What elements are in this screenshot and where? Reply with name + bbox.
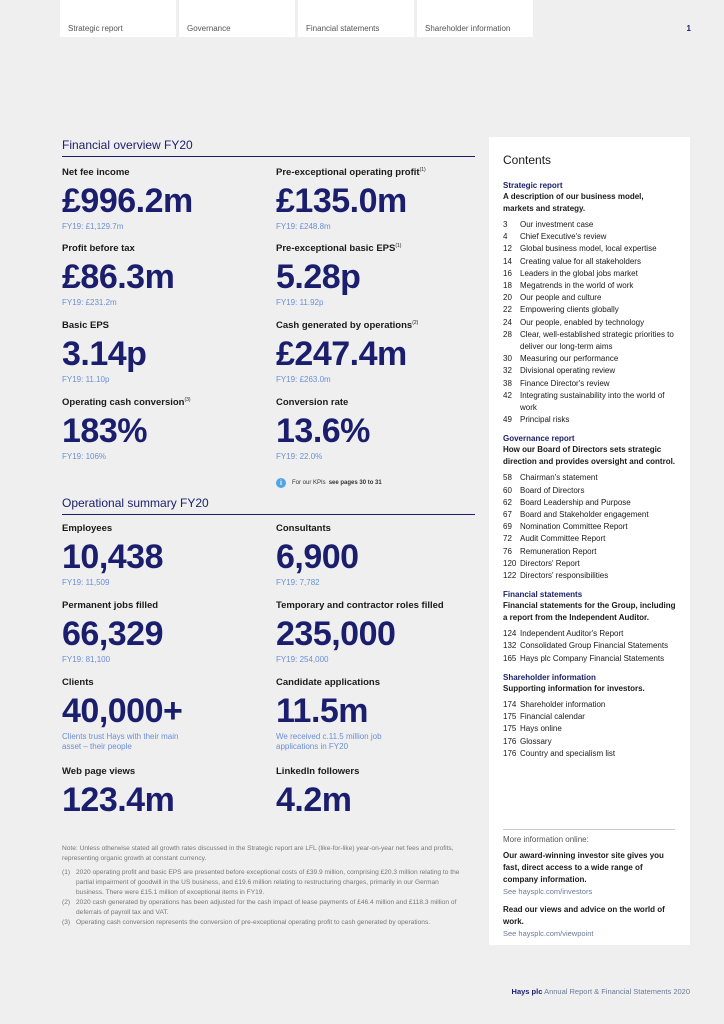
more-information-text: Our award-winning investor site gives you fast, direct access to a wide range of company information. <box>503 851 664 884</box>
kpi-value: £86.3m <box>62 258 175 297</box>
kpi-label: Employees <box>62 523 113 534</box>
kpi-label: Clients <box>62 677 94 688</box>
kpi-label: Candidate applications <box>276 677 380 688</box>
kpi-label: LinkedIn followers <box>276 766 360 777</box>
more-information <box>503 829 675 946</box>
financial-overview-title: Financial overview FY20 <box>62 138 475 157</box>
contents-item[interactable]: 32 Divisional operating review <box>503 366 616 376</box>
contents-item[interactable]: 175 Hays online <box>503 724 562 734</box>
kpi-employees <box>62 523 262 588</box>
contents-item[interactable]: 120 Directors' Report <box>503 558 580 568</box>
kpi-label: Basic EPS <box>62 320 109 332</box>
contents-item[interactable]: 12 Global business model, local expertise <box>503 244 657 254</box>
contents-item[interactable]: 165 Hays plc Company Financial Statements <box>503 653 665 663</box>
tab-strategic-report[interactable]: Strategic report <box>60 0 176 37</box>
kpi-previous: FY19: 22.0% <box>276 452 323 462</box>
contents-title: Contents <box>503 153 552 167</box>
operational-summary-title: Operational summary FY20 <box>62 496 475 515</box>
info-icon: i <box>276 478 286 488</box>
kpi-label: Permanent jobs filled <box>62 600 159 611</box>
contents-item[interactable]: 72 Audit Committee Report <box>503 534 606 544</box>
contents-item[interactable]: 22 Empowering clients globally <box>503 305 619 315</box>
contents-item[interactable]: 174 Shareholder information <box>503 699 606 709</box>
contents-section-governance-report <box>503 434 676 582</box>
contents-item[interactable]: 176 Country and specialism list <box>503 748 616 758</box>
kpi-label: Web page views <box>62 766 136 777</box>
more-information-heading: More information online: <box>503 835 589 844</box>
contents-item[interactable]: 24 Our people, enabled by technology <box>503 317 645 327</box>
kpi-note-text: For our KPIs <box>292 480 326 486</box>
kpi-pre-exceptional-operating-profit <box>276 167 476 232</box>
kpi-previous: FY19: 11.10p <box>62 375 110 385</box>
kpi-previous: FY19: £248.8m <box>276 222 331 232</box>
contents-panel <box>489 137 690 945</box>
kpi-value: 11.5m <box>276 692 369 730</box>
kpi-label: Temporary and contractor roles filled <box>276 600 444 611</box>
kpi-previous: FY19: £231.2m <box>62 298 117 308</box>
investors-link[interactable]: See haysplc.com/investors <box>503 887 593 896</box>
page-number: 1 <box>686 24 691 33</box>
kpi-permanent-jobs-filled <box>62 600 262 665</box>
contents-section-heading: Shareholder information <box>503 672 596 682</box>
kpi-label: Pre-exceptional basic EPS$^{(1)}$ <box>276 243 402 255</box>
contents-section-description: Financial statements for the Group, including a report from the Independent Auditor. <box>503 601 676 623</box>
contents-item[interactable]: 62 Board Leadership and Purpose <box>503 497 631 507</box>
contents-item[interactable]: 16 Leaders in the global jobs market <box>503 268 638 278</box>
contents-section-description: How our Board of Directors sets strategic direction and provides oversight and control. <box>503 445 676 467</box>
viewpoint-link[interactable]: See haysplc.com/viewpoint <box>503 929 594 938</box>
kpi-previous: FY19: 106% <box>62 452 107 462</box>
kpi-operating-cash-conversion <box>62 397 262 462</box>
kpi-reference-note <box>276 478 382 488</box>
contents-item[interactable]: 28 Clear, well-established strategic priorities to deliver our long-term aims <box>503 329 674 352</box>
kpi-value: £996.2m <box>62 182 193 221</box>
contents-item[interactable]: 42 Integrating sustainability into the world of work <box>503 390 665 413</box>
contents-item[interactable]: 30 Measuring our performance <box>503 354 619 364</box>
tab-financial-statements[interactable]: Financial statements <box>298 0 414 37</box>
kpi-value: £247.4m <box>276 335 407 374</box>
contents-item[interactable]: 132 Consolidated Group Financial Statements <box>503 641 669 651</box>
kpi-label: Consultants <box>276 523 331 534</box>
kpi-conversion-rate <box>276 397 476 462</box>
kpi-temporary-contractor-roles <box>276 600 476 665</box>
kpi-value: 235,000 <box>276 615 396 653</box>
contents-item[interactable]: 18 Megatrends in the world of work <box>503 281 634 291</box>
kpi-candidate-applications <box>276 677 476 752</box>
contents-section-heading: Governance report <box>503 434 575 444</box>
contents-item[interactable]: 3 Our investment case <box>503 220 594 229</box>
kpi-value: £135.0m <box>276 182 407 221</box>
kpi-previous: FY19: 7,782 <box>276 578 320 587</box>
contents-item[interactable]: 124 Independent Auditor's Report <box>503 629 624 639</box>
contents-item[interactable]: 4 Chief Executive's review <box>503 232 607 242</box>
contents-section-financial-statements <box>503 590 676 665</box>
kpi-value: 13.6% <box>276 412 370 451</box>
kpi-value: 3.14p <box>62 335 147 374</box>
kpi-previous: FY19: 254,000 <box>276 655 329 664</box>
contents-item[interactable]: 49 Principal risks <box>503 415 570 425</box>
kpi-label: Cash generated by operations$^{(2)}$ <box>276 320 419 332</box>
kpi-value: 4.2m <box>276 781 352 819</box>
kpi-previous: FY19: £263.0m <box>276 375 331 385</box>
contents-item[interactable]: 69 Nomination Committee Report <box>503 522 628 532</box>
contents-item[interactable]: 176 Glossary <box>503 736 552 746</box>
footnote: (3) Operating cash conversion represents the conversion of pre-exceptional operating profit to cash generated by operations. <box>62 919 431 926</box>
kpi-value: 123.4m <box>62 781 175 819</box>
kpi-basic-eps <box>62 320 262 385</box>
kpi-previous: FY19: 81,100 <box>62 655 111 664</box>
kpi-previous: Clients trust Hays with their main asset – their people <box>62 732 179 751</box>
contents-section-heading: Strategic report <box>503 181 563 190</box>
contents-item[interactable]: 14 Creating value for all stakeholders <box>503 256 641 266</box>
kpi-pre-exceptional-basic-eps <box>276 243 476 308</box>
contents-section-shareholder-information <box>503 673 676 760</box>
footnote-intro: Note: Unless otherwise stated all growth rates discussed in the Strategic report are LFL (like-for-like) year-on-year net fees and profits, representing organic growth at constant currency. <box>62 845 454 862</box>
kpi-consultants <box>276 523 476 588</box>
footnote: (2) 2020 cash generated by operations has been adjusted for the cash impact of lease payments of £46.4 million and £118.3 million of deferrals of payroll tax and VAT. <box>62 899 457 916</box>
kpi-value: 183% <box>62 412 147 451</box>
kpi-label: Conversion rate <box>276 397 349 409</box>
tab-shareholder-information[interactable]: Shareholder information <box>417 0 533 37</box>
contents-section-strategic-report <box>503 181 676 426</box>
kpi-label: Net fee income <box>62 167 130 179</box>
kpi-net-fee-income <box>62 167 262 232</box>
contents-item[interactable]: 20 Our people and culture <box>503 293 602 303</box>
more-information-text: Read our views and advice on the world of work. <box>503 905 665 926</box>
contents-item[interactable]: 67 Board and Stakeholder engagement <box>503 510 649 520</box>
kpi-value: 40,000+ <box>62 692 183 730</box>
contents-item[interactable]: 175 Financial calendar <box>503 712 585 722</box>
page-footer <box>512 987 690 996</box>
kpi-previous: We received c.11.5 million job applications in FY20 <box>276 732 382 751</box>
kpi-label: Profit before tax <box>62 243 135 255</box>
contents-item[interactable]: 60 Board of Directors <box>503 485 585 495</box>
kpi-value: 5.28p <box>276 258 361 297</box>
contents-item[interactable]: 76 Remuneration Report <box>503 546 597 556</box>
kpi-clients <box>62 677 262 752</box>
contents-section-description: Supporting information for investors. <box>503 683 645 693</box>
kpi-previous: FY19: 11,509 <box>62 578 110 587</box>
contents-item[interactable]: 58 Chairman's statement <box>503 473 598 483</box>
kpi-previous: FY19: £1,129.7m <box>62 222 124 232</box>
footnotes <box>62 844 462 928</box>
kpi-value: 66,329 <box>62 615 163 653</box>
contents-item[interactable]: 38 Finance Director's review <box>503 378 610 388</box>
kpi-value: 6,900 <box>276 538 359 576</box>
contents-section-description: A description of our business model, markets and strategy. <box>503 192 644 213</box>
kpi-label: Operating cash conversion$^{(3)}$ <box>62 397 191 409</box>
kpi-cash-generated-by-operations <box>276 320 476 385</box>
contents-item[interactable]: 122 Directors' responsibilities <box>503 571 609 581</box>
kpi-label: Pre-exceptional operating profit$^{(1)}$ <box>276 167 426 179</box>
footer-text: Annual Report & Financial Statements 2020 <box>544 987 690 996</box>
kpi-note-link[interactable]: see pages 30 to 31 <box>328 480 382 486</box>
kpi-web-page-views <box>62 766 262 817</box>
contents-section-heading: Financial statements <box>503 590 583 600</box>
section-tabs <box>60 0 536 37</box>
footer-brand: Hays plc <box>511 987 543 996</box>
kpi-previous: FY19: 11.92p <box>276 298 324 308</box>
kpi-linkedin-followers <box>276 766 476 817</box>
footnote: (1) 2020 operating profit and basic EPS are presented before exceptional costs of £39.9 million, comprising £20.3 million relating to the partial impairment of goodwill in the US business, and £19.6 million relating to restructuring charges, primarily in our German business. There were £15.1 million of exceptional items in FY19. <box>62 869 460 896</box>
tab-governance[interactable]: Governance <box>179 0 295 37</box>
kpi-profit-before-tax <box>62 243 262 308</box>
kpi-value: 10,438 <box>62 538 163 576</box>
